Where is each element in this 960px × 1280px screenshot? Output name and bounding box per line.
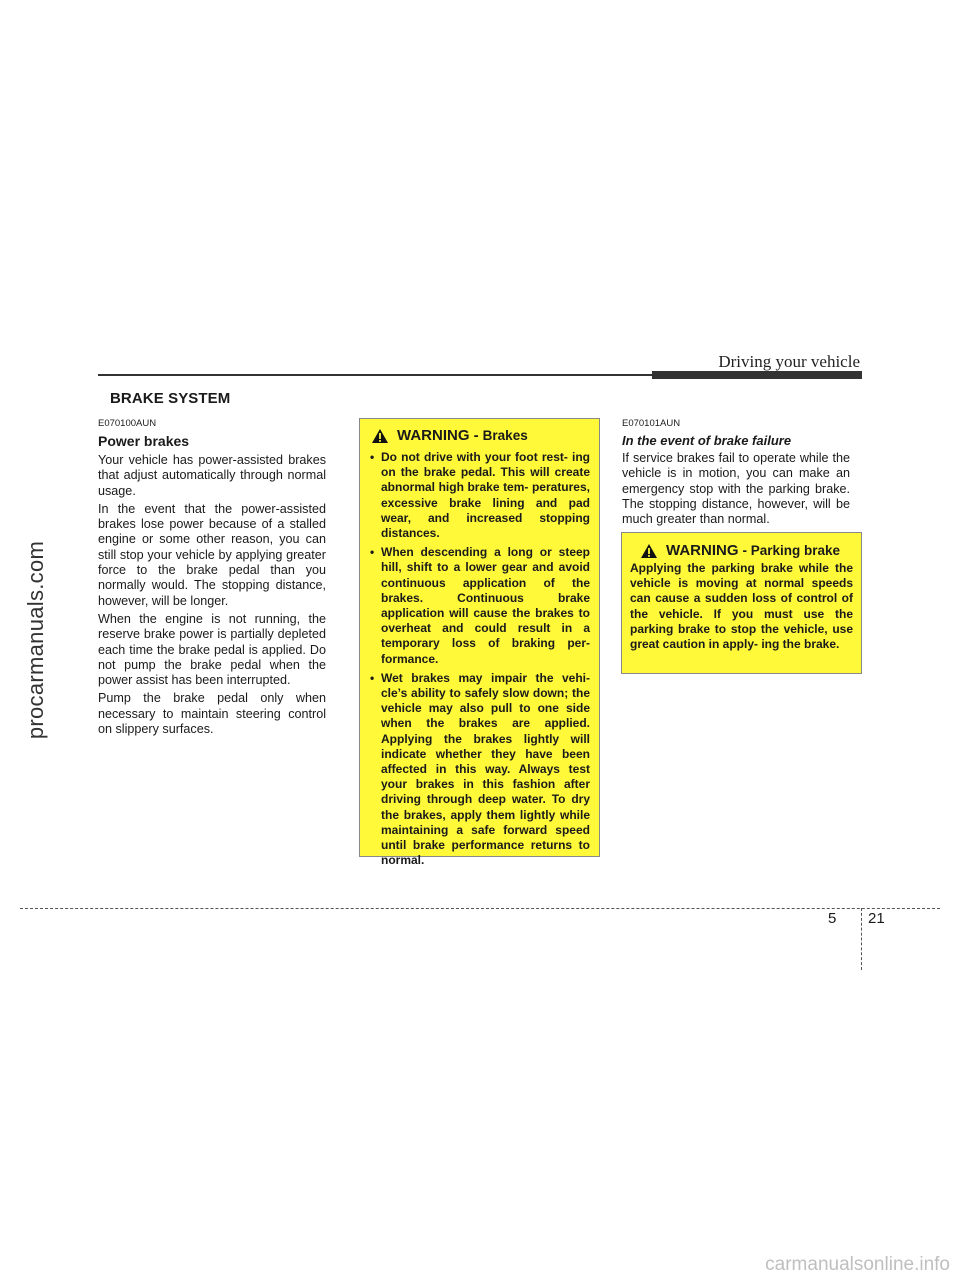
list-item (369, 671, 590, 869)
side-watermark: procarmanuals.com (23, 540, 48, 740)
warning-item-text: Wet brakes may impair the vehi- cle’s ability to safely slow down; the vehicle may also pull to one side when the brakes are applied. Applying the brakes lightly will indicate whether they have been affected in this way. Always test your brakes in this fashion after driving through deep water. To dry the brakes, apply them lightly while maintaining a safe forward speed until brake performance returns to normal. (381, 670, 590, 868)
paragraph: Pump the brake pedal only when necessary to maintain steering control on slippery surfaces. (98, 691, 326, 737)
footer-rule (20, 908, 940, 909)
list-item (369, 545, 590, 667)
bullet: • (370, 450, 375, 464)
left-column (98, 418, 326, 740)
warning-subject: - Parking brake (742, 543, 841, 558)
header-tab-bar (652, 371, 862, 379)
paragraph: When the engine is not running, the reserve brake power is partially depleted each time the brake pedal is applied. Do not pump the brake pedal when the power assist has been interrupted. (98, 611, 326, 688)
warning-item-text: When descending a long or steep hill, shift to a lower gear and avoid continuous application of the brakes. Continuous brake application will cause the brakes to overheat and could result in a temporary loss of braking per- formance. (381, 545, 590, 666)
bottom-watermark: carmanualsonline.info (765, 1254, 950, 1275)
right-column (622, 418, 850, 530)
warning-triangle-icon (640, 543, 658, 559)
warning-label: WARNING (666, 542, 739, 559)
brake-failure-heading: In the event of brake failure (622, 433, 792, 448)
list-item (369, 450, 590, 541)
footer-divider (861, 908, 862, 970)
power-brakes-heading: Power brakes (98, 433, 190, 449)
warning-list (369, 450, 590, 868)
bullet: • (370, 670, 375, 685)
parking-brake-warning-box (621, 532, 862, 674)
warning-triangle-icon (371, 428, 389, 444)
paragraph: Your vehicle has power-assisted brakes that adjust automatically through normal usage. (98, 453, 326, 498)
warning-subject: Brakes (482, 428, 528, 443)
paragraph: If service brakes fail to operate while the vehicle is in motion, you can make an emergency stop with the parking brake. The stopping distance, however, will be much greater than normal. (622, 451, 850, 527)
warning-text: Applying the parking brake while the vehicle is moving at normal speeds can cause a sudden loss of control of the vehicle. If you must use the parking brake to stop the vehicle, use great caution in apply- ing the brake. (630, 561, 853, 652)
warning-header (640, 542, 853, 559)
warning-label: WARNING - (397, 427, 479, 444)
warning-header (371, 427, 590, 444)
page-number: 21 (868, 910, 885, 927)
paragraph: In the event that the power-assisted brakes lose power because of a stalled engine or some other reason, you can still stop your vehicle by applying greater force to the brake pedal than you normally would. The stopping distance, however, will be longer. (98, 501, 326, 608)
chapter-title: Driving your vehicle (718, 352, 860, 371)
chapter-number: 5 (828, 910, 837, 927)
brakes-warning-box (359, 418, 600, 868)
section-title: BRAKE SYSTEM (110, 390, 231, 407)
section-code: E070101AUN (622, 418, 681, 429)
section-code: E070100AUN (98, 418, 157, 429)
bullet: • (370, 545, 375, 560)
warning-item-text: Do not drive with your foot rest- ing on the brake pedal. This will create abnormal high brake tem- peratures, excessive brake lining and pad wear, and increased stopping distances. (381, 450, 590, 541)
